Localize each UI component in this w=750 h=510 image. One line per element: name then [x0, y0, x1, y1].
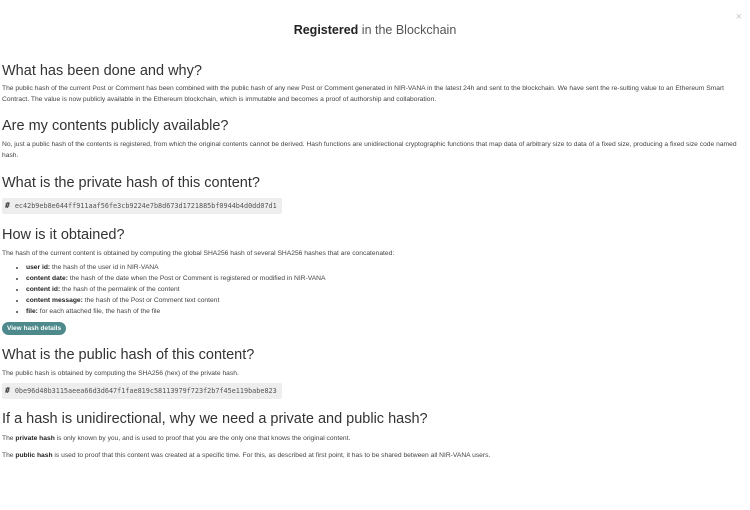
section-private-hash [2, 174, 746, 214]
hash-icon: # [5, 386, 10, 395]
why-private-pre: The [2, 435, 16, 442]
list-item [26, 262, 746, 273]
list-item-desc: the hash of the permalink of the content [60, 286, 180, 293]
list-item-term: file: [26, 308, 38, 315]
list-item-desc: the hash of the date when the Post or Comment is registered or modified in NIR-VANA [67, 275, 326, 282]
body-how: The hash of the current content is obtained by computing the global SHA256 hash of several SHA256 hashes that are concatenated: [2, 250, 395, 257]
section-public [2, 117, 746, 161]
list-item [26, 284, 746, 295]
body-what: The public hash of the current Post or Comment has been combined with the public hash of any new Post or Comment generated in NIR-VANA in the latest 24h and sent to the blockchain. We have sent the re-sulting value to an Ethereum Smart Contract. The value is now publicly available in the Ethereum blockchain, which is immutable and becomes a proof of authorship and collaboration. [2, 85, 725, 103]
view-hash-details-button[interactable]: View hash details [2, 322, 66, 335]
heading-private-hash: What is the private hash of this content? [2, 175, 260, 191]
modal-title-rest: in the Blockchain [358, 23, 457, 37]
why-public-term: public hash [15, 452, 53, 459]
body-why-private [2, 433, 746, 444]
hash-icon: # [5, 201, 10, 210]
section-public-hash [2, 346, 746, 399]
private-hash-box [2, 198, 282, 214]
heading-why: If a hash is unidirectional, why we need a private and public hash? [2, 411, 428, 427]
modal-content [2, 62, 746, 469]
list-item-desc: for each attached file, the hash of the file [37, 308, 161, 315]
list-item [26, 306, 746, 317]
modal-title [0, 23, 750, 37]
close-icon[interactable]: × [735, 11, 742, 23]
list-item-term: content date: [26, 275, 68, 282]
public-hash-value: 0be96d40b3115aeea66d3d647f1fae819c58113979f723f2b7f45e119babe823 [14, 387, 277, 395]
heading-public: Are my contents publicly available? [2, 118, 229, 134]
list-item [26, 273, 746, 284]
hash-components-list [2, 262, 746, 317]
body-public-hash: The public hash is obtained by computing the SHA256 (hex) of the private hash. [2, 370, 239, 377]
list-item-term: user id: [26, 264, 51, 271]
why-public-post: is used to proof that this content was created at a specific time. For this, as described at first point, it has to be shared between all NIR-VANA users. [52, 452, 491, 459]
heading-public-hash: What is the public hash of this content? [2, 347, 255, 363]
public-hash-box [2, 383, 282, 399]
section-how [2, 226, 746, 335]
section-what [2, 62, 746, 105]
body-public: No, just a public hash of the contents is registered, from which the original contents cannot be derived. Hash functions are unidirectional cryptographic functions that map data of arbitrary size to data of a fixed size, producing a fixed size code named hash. [2, 141, 737, 159]
body-why-public [2, 450, 746, 461]
private-hash-value: ec42b9eb8e644ff911aaf56fe3cb9224e7b8d673d1721885bf0944b4d0dd07d1 [14, 202, 277, 210]
list-item [26, 295, 746, 306]
why-private-post: is only known by you, and is used to proof that you are the only one that knows the original content. [54, 435, 351, 442]
list-item-term: content message: [26, 297, 83, 304]
heading-how: How is it obtained? [2, 227, 125, 243]
why-public-pre: The [2, 452, 16, 459]
modal-title-bold: Registered [293, 23, 359, 37]
why-private-term: private hash [15, 435, 55, 442]
section-why [2, 410, 746, 461]
heading-what: What has been done and why? [2, 63, 202, 79]
list-item-desc: the hash of the Post or Comment text content [82, 297, 220, 304]
list-item-desc: the hash of the user id in NIR-VANA [50, 264, 159, 271]
list-item-term: content id: [26, 286, 61, 293]
